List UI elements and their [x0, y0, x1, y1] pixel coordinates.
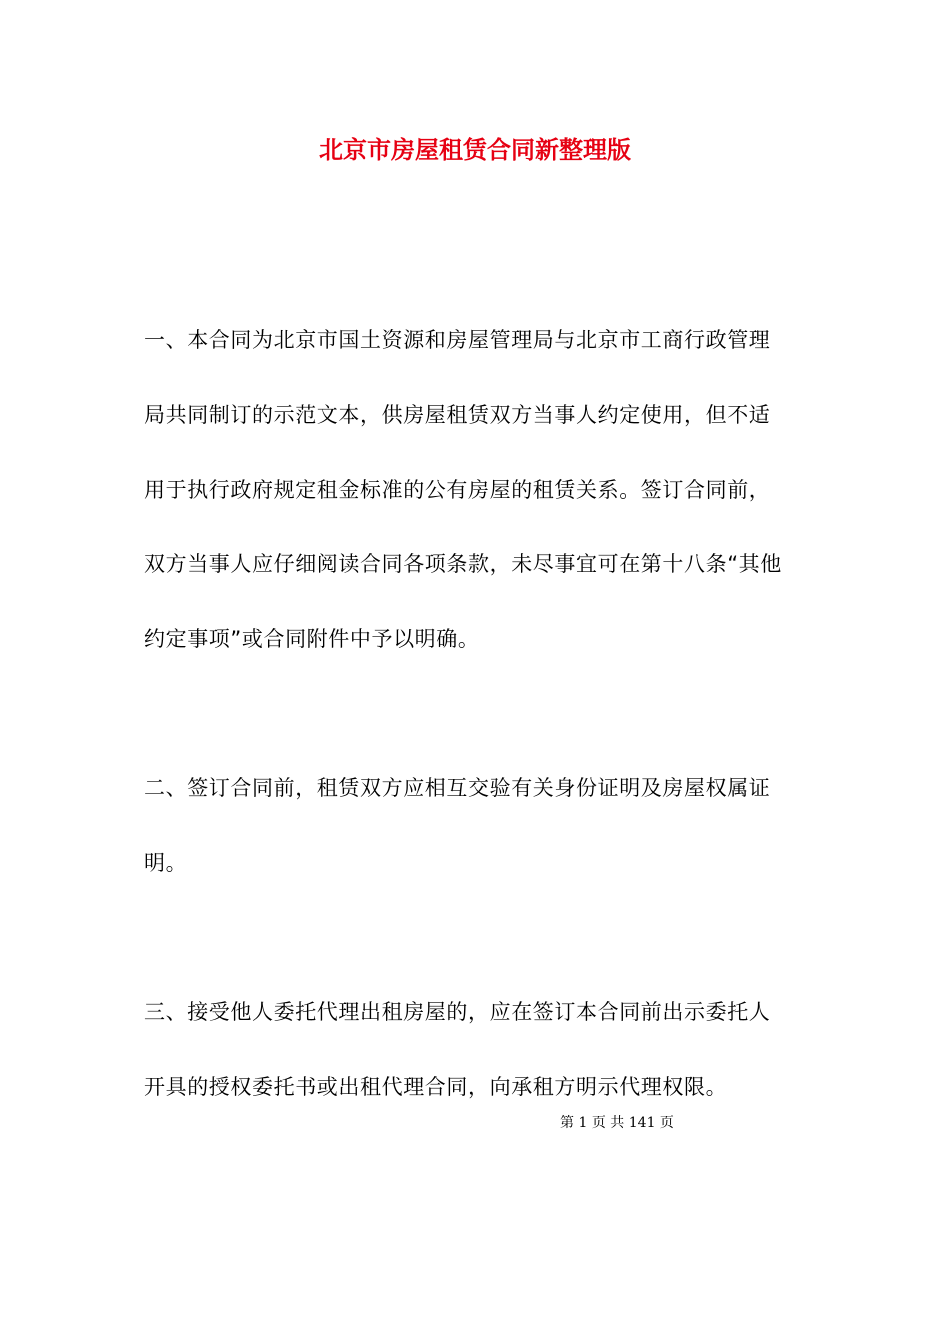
- text-line: 双方当事人应仔细阅读合同各项条款，未尽事宜可在第十八条“其他: [144, 552, 782, 576]
- page-number-footer: 第 1 页 共 141 页: [560, 1115, 674, 1131]
- text-line: 一、本合同为北京市国土资源和房屋管理局与北京市工商行政管理: [144, 328, 771, 352]
- text-line: 开具的授权委托书或出租代理合同，向承租方明示代理权限。: [144, 1075, 728, 1099]
- page-title: 北京市房屋租赁合同新整理版: [319, 136, 631, 164]
- text-line: 局共同制订的示范文本，供房屋租赁双方当事人约定使用，但不适: [144, 403, 771, 427]
- text-line: 约定事项”或合同附件中予以明确。: [144, 627, 480, 651]
- text-line: 三、接受他人委托代理出租房屋的，应在签订本合同前出示委托人: [144, 1000, 771, 1024]
- text-line: 用于执行政府规定租金标准的公有房屋的租赁关系。签订合同前，: [144, 478, 771, 502]
- text-line: 二、签订合同前，租赁双方应相互交验有关身份证明及房屋权属证: [144, 776, 771, 800]
- text-line: 明。: [144, 851, 188, 875]
